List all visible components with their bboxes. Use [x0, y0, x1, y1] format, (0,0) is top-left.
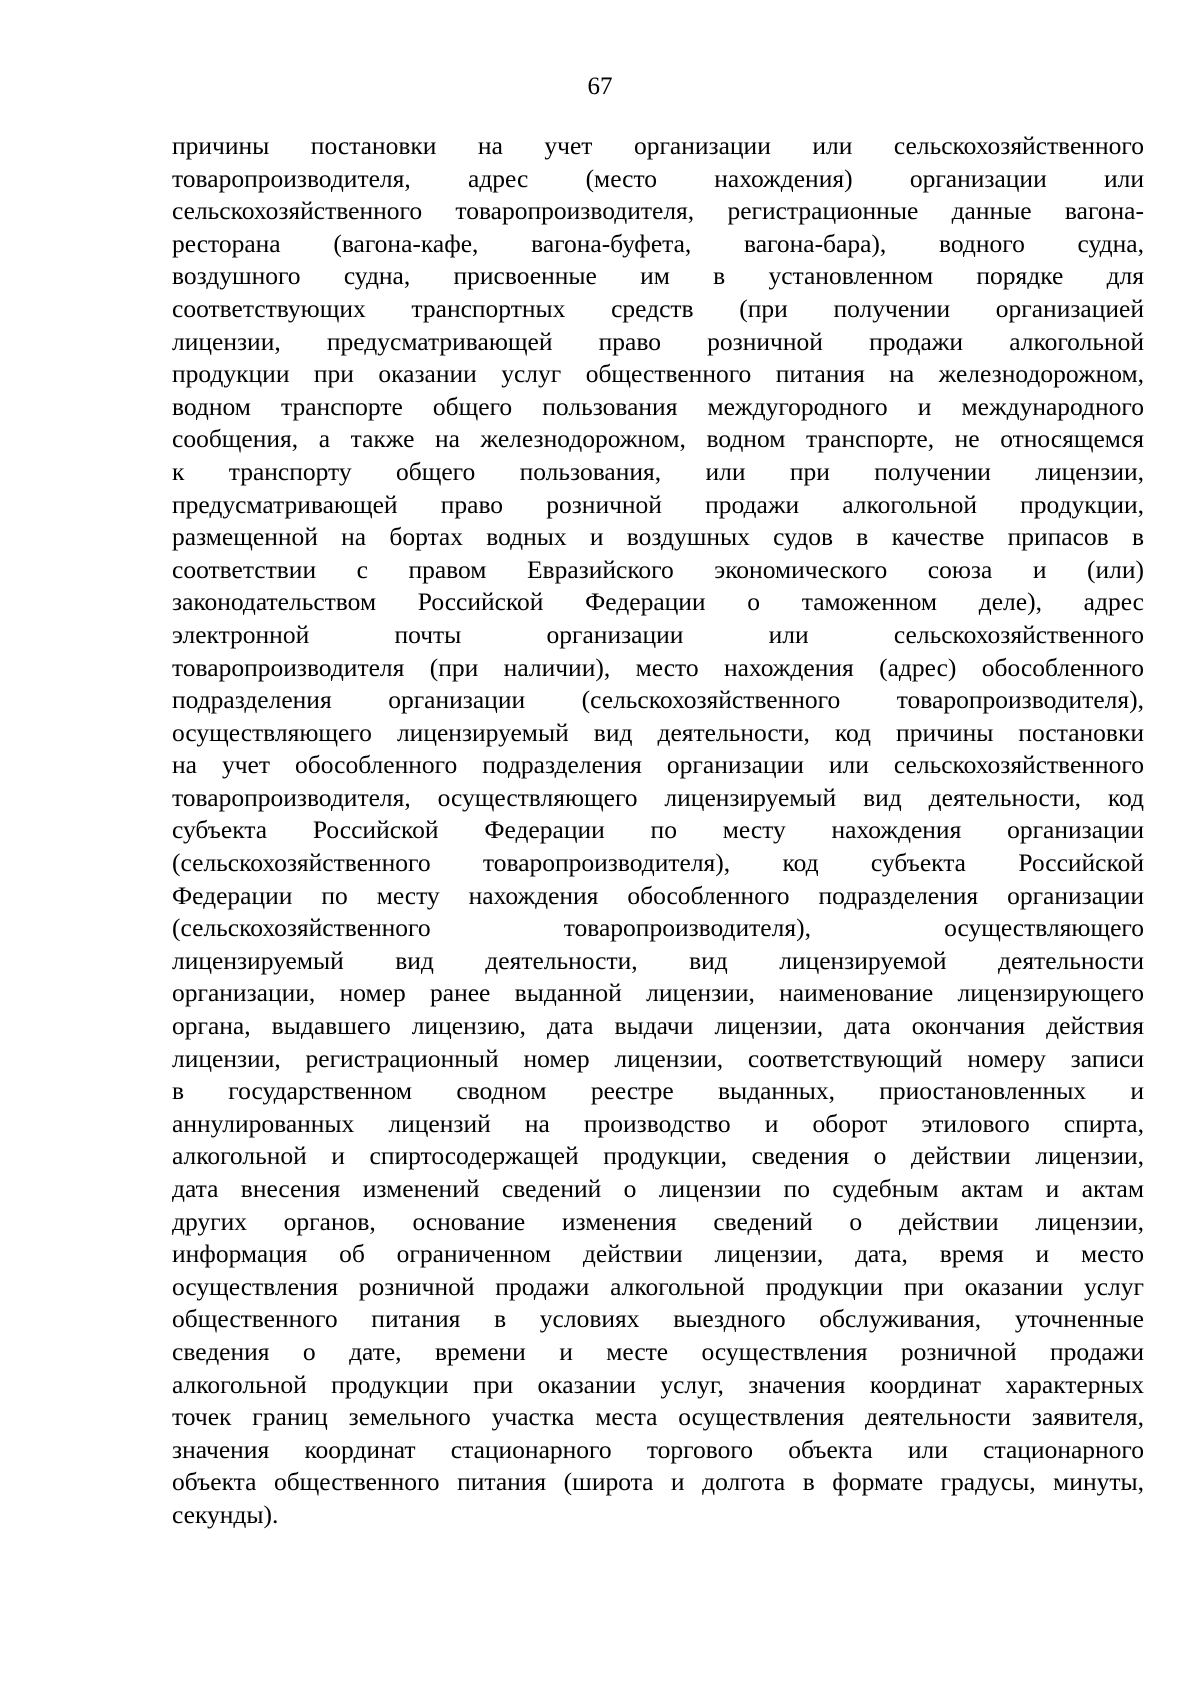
text-line: лицензии, регистрационный номер лицензии, соответствующий номеру записи [172, 1043, 1144, 1073]
text-line: предусматривающей право розничной продажи алкогольной продукции, [172, 489, 1144, 519]
text-line: субъекта Российской Федерации по месту нахождения организации [172, 815, 1144, 845]
text-line: секунды). [172, 1499, 279, 1529]
text-line: осуществления розничной продажи алкогольной продукции при оказании услуг [172, 1271, 1144, 1301]
text-line: других органов, основание изменения сведений о действии лицензии, [172, 1206, 1144, 1236]
text-line: товаропроизводителя, адрес (место нахождения) организации или [172, 163, 1144, 193]
text-line: алкогольной и спиртосодержащей продукции, сведения о действии лицензии, [172, 1141, 1144, 1171]
text-line: дата внесения изменений сведений о лицензии по судебным актам и актам [172, 1174, 1144, 1203]
text-line: общественного питания в условиях выездного обслуживания, уточненные [172, 1304, 1144, 1334]
text-line: точек границ земельного участка места осуществления деятельности заявителя, [172, 1402, 1144, 1432]
text-line: (сельскохозяйственного товаропроизводителя), осуществляющего [172, 913, 1144, 943]
text-line: сельскохозяйственного товаропроизводителя, регистрационные данные вагона- [172, 196, 1144, 226]
text-line: ресторана (вагона-кафе, вагона-буфета, вагона-бара), водного судна, [172, 228, 1144, 258]
text-line: водном транспорте общего пользования междугородного и международного [172, 391, 1144, 421]
body-paragraph [172, 130, 1144, 1532]
text-line: законодательством Российской Федерации о таможенном деле), адрес [172, 587, 1144, 617]
text-line: (сельскохозяйственного товаропроизводителя), код субъекта Российской [172, 848, 1144, 878]
text-line: размещенной на бортах водных и воздушных судов в качестве припасов в [172, 522, 1144, 552]
text-line: подразделения организации (сельскохозяйственного товаропроизводителя), [172, 685, 1144, 715]
text-line: организации, номер ранее выданной лицензии, наименование лицензирующего [172, 978, 1144, 1008]
page-number: 67 [587, 73, 613, 100]
text-line: причины постановки на учет организации или сельскохозяйственного [172, 131, 1144, 160]
text-line: в государственном сводном реестре выданных, приостановленных и [172, 1076, 1144, 1106]
text-line: товаропроизводителя (при наличии), место нахождения (адрес) обособленного [172, 652, 1144, 682]
text-line: товаропроизводителя, осуществляющего лицензируемый вид деятельности, код [172, 782, 1144, 812]
text-line: соответствии с правом Евразийского экономического союза и (или) [172, 554, 1144, 584]
text-line: сообщения, а также на железнодорожном, водном транспорте, не относящемся [172, 424, 1144, 454]
text-line: информация об ограниченном действии лицензии, дата, время и место [172, 1239, 1144, 1269]
text-line: сведения о дате, времени и месте осуществления розничной продажи [172, 1336, 1144, 1366]
text-line: осуществляющего лицензируемый вид деятельности, код причины постановки [172, 717, 1144, 747]
text-line: электронной почты организации или сельскохозяйственного [172, 619, 1144, 649]
text-line: алкогольной продукции при оказании услуг, значения координат характерных [172, 1369, 1144, 1399]
text-line: воздушного судна, присвоенные им в установленном порядке для [172, 261, 1144, 291]
text-line: продукции при оказании услуг общественного питания на железнодорожном, [172, 359, 1144, 389]
text-line: лицензии, предусматривающей право розничной продажи алкогольной [172, 326, 1144, 356]
text-line: Федерации по месту нахождения обособленного подразделения организации [172, 880, 1144, 910]
text-line: к транспорту общего пользования, или при получении лицензии, [172, 456, 1144, 486]
text-line: органа, выдавшего лицензию, дата выдачи лицензии, дата окончания действия [172, 1011, 1144, 1041]
text-line: значения координат стационарного торгового объекта или стационарного [172, 1434, 1144, 1464]
text-line: соответствующих транспортных средств (при получении организацией [172, 293, 1144, 323]
text-line: лицензируемый вид деятельности, вид лицензируемой деятельности [172, 945, 1144, 975]
text-line: объекта общественного питания (широта и долгота в формате градусы, минуты, [172, 1467, 1144, 1497]
text-line: аннулированных лицензий на производство и оборот этилового спирта, [172, 1108, 1144, 1138]
text-line: на учет обособленного подразделения организации или сельскохозяйственного [172, 750, 1144, 780]
